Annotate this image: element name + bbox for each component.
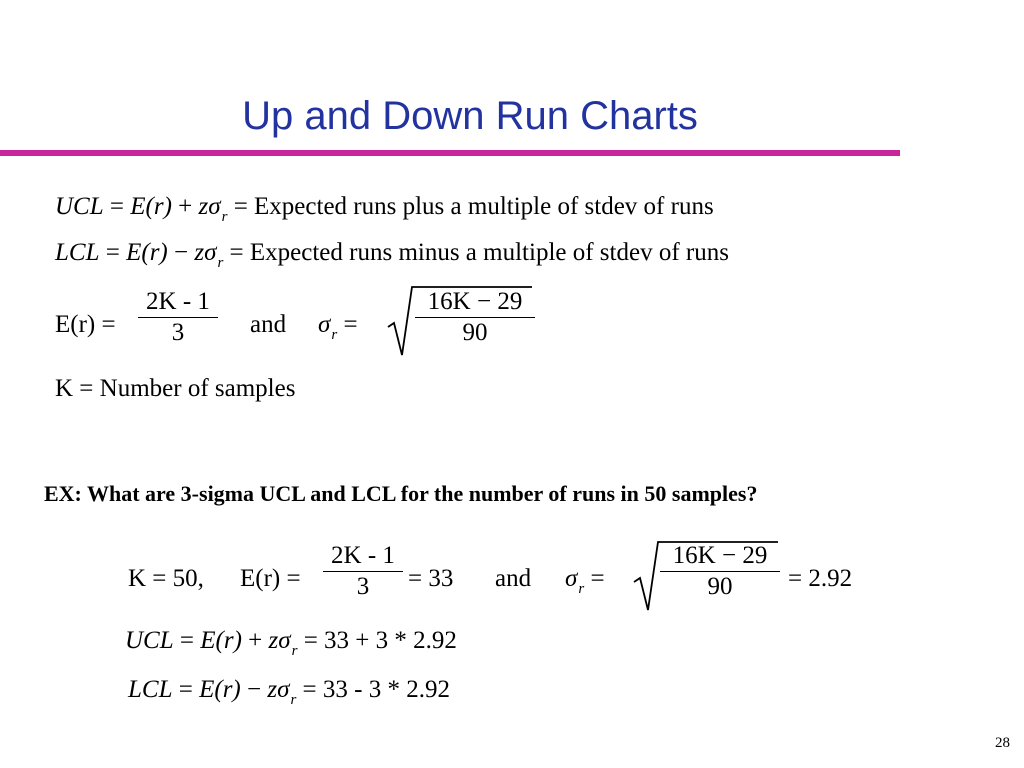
example-sigma-fraction: $\frac{16K - 29}{90}$ bbox=[660, 541, 780, 602]
k-definition: K = Number of samples bbox=[55, 375, 296, 402]
k-value: K = 50, bbox=[128, 565, 204, 592]
example-er-lhs: E(r) = bbox=[240, 565, 301, 592]
and-text: and bbox=[250, 311, 287, 338]
example-lcl-value: = 33 - 3 * 2.92 bbox=[302, 676, 450, 703]
ucl-description: = Expected runs plus a multiple of stdev of runs bbox=[233, 193, 714, 220]
er-denominator: 3 bbox=[171, 319, 185, 346]
example-lcl-formula: LCL = $E(r) - z\sigma_r = 33 - 3 * 2.92$ bbox=[128, 676, 450, 708]
title-underline bbox=[0, 150, 900, 156]
sigma-fraction bbox=[415, 287, 535, 348]
page-number: 28 bbox=[995, 735, 1010, 751]
example-and-text: and bbox=[495, 565, 532, 592]
example-question: EX: What are 3-sigma UCL and LCL for the number of runs in 50 samples? bbox=[44, 481, 758, 506]
er-fraction bbox=[138, 287, 218, 348]
example-ucl-formula: UCL = $E(r) + z\sigma_r = 33 + 3 * 2.92$ bbox=[125, 627, 457, 659]
example-er-fraction: $\frac{2K - 1}{3}$ bbox=[323, 541, 403, 602]
lcl-formula: LCL = $E(r) - z\sigma_r$ = Expected runs minus a multiple of stdev of runs bbox=[55, 239, 729, 271]
example-sigma-result: = 2.92 bbox=[788, 565, 853, 592]
er-numerator: 2K - 1 bbox=[138, 287, 218, 318]
example-sigma-r: $\sigma_r$ = bbox=[565, 565, 605, 597]
example-ucl-value: = 33 + 3 * 2.92 bbox=[303, 627, 457, 654]
lcl-label: LCL bbox=[55, 239, 100, 266]
ucl-formula: UCL = $E(r) + z\sigma_r$ = Expected runs plus a multiple of stdev of runs bbox=[55, 193, 714, 225]
sigma-numerator: 16K − 29 bbox=[415, 287, 535, 318]
lcl-description: = Expected runs minus a multiple of stdev of runs bbox=[229, 239, 729, 266]
example-er-result: = 33 bbox=[408, 565, 454, 592]
slide-title: Up and Down Run Charts bbox=[242, 94, 698, 138]
er-definition-lhs: E(r) = bbox=[55, 311, 116, 338]
ucl-label: UCL bbox=[55, 193, 104, 220]
sigma-denominator: 90 bbox=[462, 319, 488, 346]
sigma-r-definition: $\sigma_r$ = bbox=[318, 311, 358, 343]
